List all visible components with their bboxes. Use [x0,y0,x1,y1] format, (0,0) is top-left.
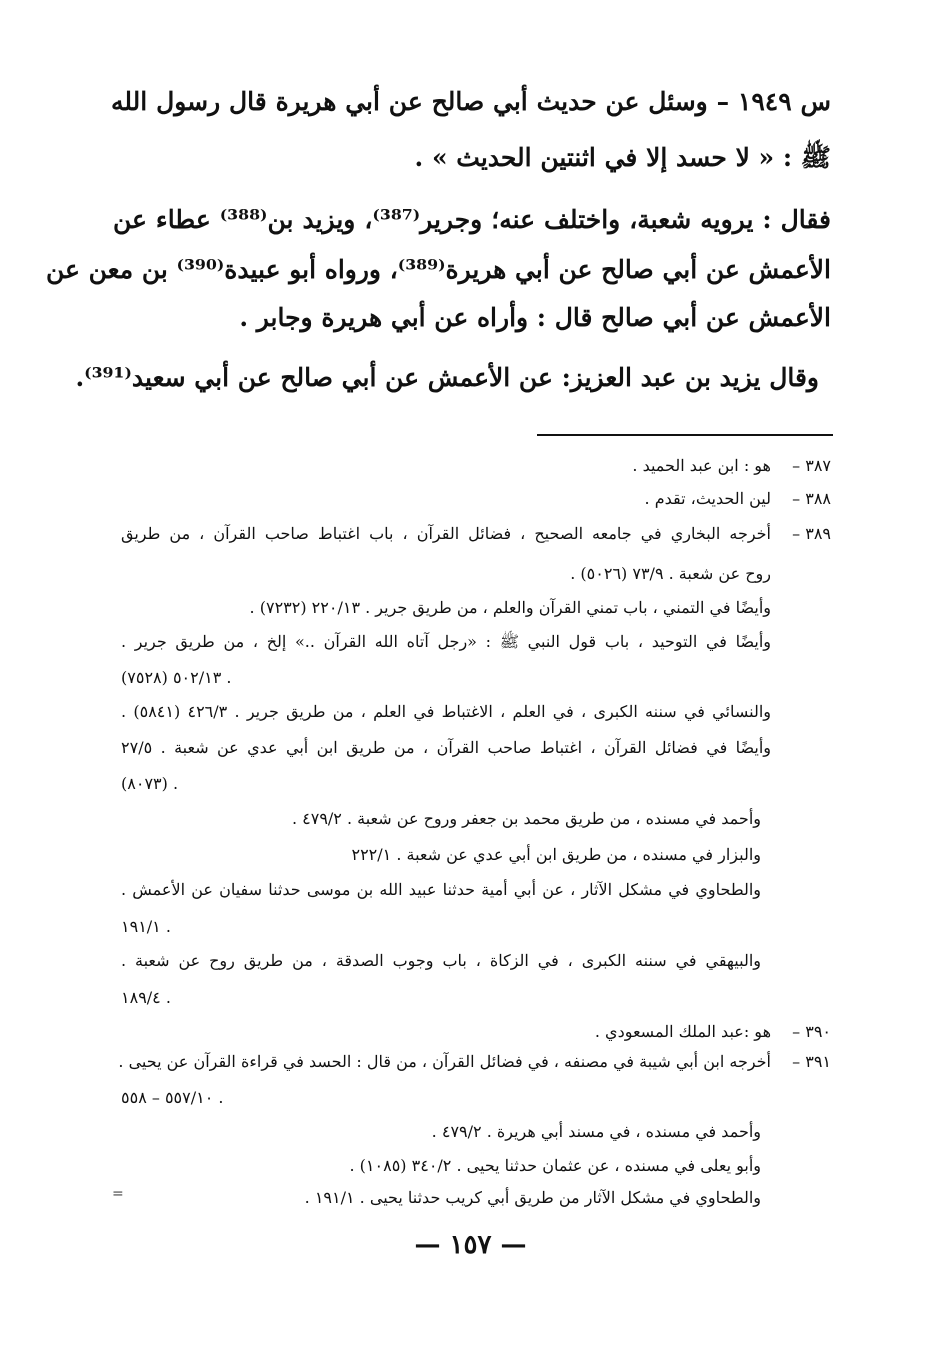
answer-line-1: فقال : يرويه شعبة، واختلف عنه؛ وجرير⁽³⁸⁷⁾، ويزيد بن⁽³⁸⁸⁾ عطاء عن [113,205,831,234]
footnote-389-line-12: ١٩١/١ . [121,917,171,936]
footnote-390-text: هو :عبد الملك المسعودي . [594,1022,771,1041]
footnote-389-line-7: وأيضًا في فضائل القرآن ، اغتباط صاحب القرآن ، من طريق ابن أبي عدي عن شعبة . ٢٧/٥ [121,738,771,757]
footnote-391-line-3: وأحمد في مسنده ، في مسند أبي هريرة . ٤٧٩/٢ . [431,1122,761,1141]
footnote-389-line-4: وأيضًا في التوحيد ، باب قول النبي ﷺ : «رجل آتاه الله القرآن ..» إلخ ، من طريق جرير . [121,632,771,651]
footnote-389-line-2: روح عن شعبة . ٧٣/٩ (٥٠٢٦) . [570,564,771,583]
footnote-389-line-10: والبزار في مسنده ، من طريق ابن أبي عدي عن شعبة . ٢٢٢/١ [351,845,761,864]
answer-line-3: الأعمش عن أبي صالح قال : وأراه عن أبي هريرة وجابر . [239,303,831,332]
footnote-number-389: ٣٨٩ – [792,524,831,543]
footnote-389-line-9: وأحمد في مسنده ، من طريق محمد بن جعفر وروح عن شعبة . ٤٧٩/٢ . [291,809,761,828]
footnote-389-line-11: والطحاوي في مشكل الآثار ، عن أبي أمية حدثنا عبيد الله بن موسى حدثنا سفيان عن الأعمش . [121,880,762,899]
footnote-391-line-2: ٥٥٧/١٠ – ٥٥٨ . [121,1088,224,1107]
footnote-389-line-3: وأيضًا في التمني ، باب تمني القرآن والعلم ، من طريق جرير . ٢٢٠/١٣ (٧٢٣٢) . [249,598,771,617]
footnote-391-line-1: أخرجه ابن أبي شيبة في مصنفه ، في فضائل القرآن ، من قال : الحسد في قراءة القرآن عن يحيى . [118,1052,771,1071]
answer-line-2: الأعمش عن أبي صالح عن أبي هريرة⁽³⁸⁹⁾، ورواه أبو عبيدة⁽³⁹⁰⁾ بن معن عن [45,255,831,284]
footnote-389-line-14: ١٨٩/٤ . [121,988,171,1007]
question-line-2: ﷺ : « لا حسد إلا في اثنتين الحديث » . [414,143,831,172]
page-number: — ١٥٧ — [414,1230,527,1260]
footnote-number-391: ٣٩١ – [792,1052,831,1071]
footnote-separator [537,434,833,436]
footnote-389-line-13: والبيهقي في سننه الكبرى ، في الزكاة ، باب وجوب الصدقة ، من طريق روح عن شعبة . [121,951,761,970]
footnote-391-line-4: وأبو يعلى في مسنده ، عن عثمان حدثنا يحيى . ٣٤٠/٢ (١٠٨٥) . [349,1156,761,1175]
question-line-1: س ١٩٤٩ – وسئل عن حديث أبي صالح عن أبي هريرة قال رسول الله [111,87,831,116]
margin-mark: = [112,1186,124,1202]
footnote-389-line-5: ٥٠٢/١٣ (٧٥٢٨) . [121,668,232,687]
footnote-389-line-1: أخرجه البخاري في جامعه الصحيح ، فضائل القرآن ، باب اغتباط صاحب القرآن ، من طريق [121,524,771,543]
footnote-387-text: هو : ابن عبد الحميد . [632,456,771,475]
footnote-number-387: ٣٨٧ – [792,456,831,475]
footnote-388-text: لين الحديث، تقدم . [644,489,771,508]
footnote-391-line-5: والطحاوي في مشكل الآثار من طريق أبي كريب حدثنا يحيى . ١٩١/١ . [304,1188,761,1207]
footnote-389-line-8: (٨٠٧٣) . [121,774,179,793]
footnote-number-388: ٣٨٨ – [792,489,831,508]
footnote-389-line-6: والنسائي في سننه الكبرى ، في العلم ، الاغتباط في العلم ، من طريق جرير . ٤٢٦/٣ (٥٨٤١) . [121,702,771,721]
footnote-number-390: ٣٩٠ – [792,1022,831,1041]
answer-line-4: وقال يزيد بن عبد العزيز: عن الأعمش عن أبي صالح عن أبي سعيد⁽³⁹¹⁾. [75,363,819,392]
